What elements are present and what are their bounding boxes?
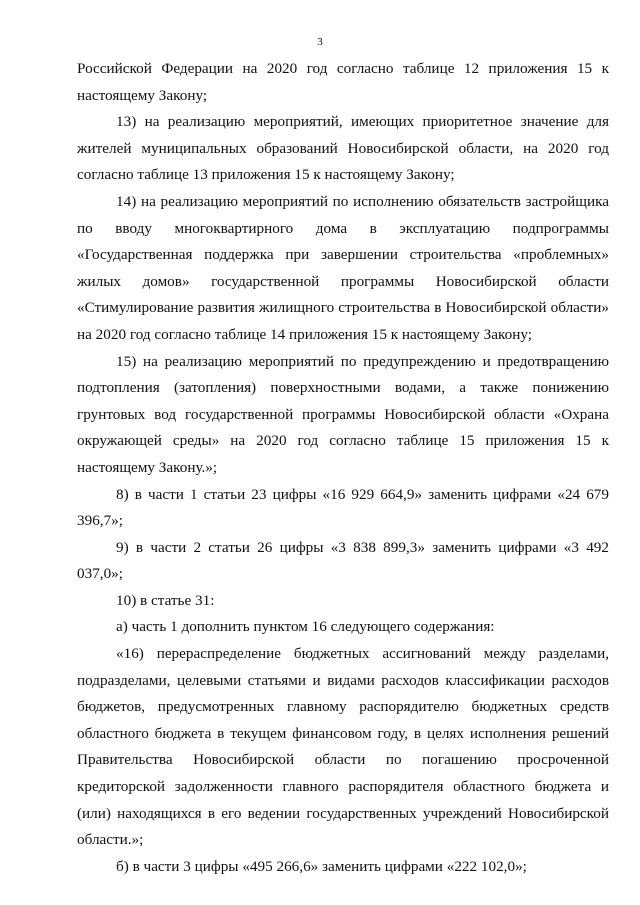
paragraph-continuation: Российской Федерации на 2020 год согласно таблице 12 приложения 15 к настоящему Закону; — [77, 60, 609, 104]
page-number: 3 — [317, 36, 323, 48]
paragraph-item-16-quote: «16) перераспределение бюджетных ассигнований между разделами, подразделами, целевыми статьями и видами расходов классификации расходов бюджетов, предусмотренных главному распорядителю бюджетных средств областного бюджета в текущем финансовом году, в целях исполнения решений Правительства Новосибирской области по погашению просроченной кредиторской задолженности главного распорядителя областного бюджета и (или) находящихся в его ведении государственных учреждений Новосибирской области.»; — [77, 645, 609, 849]
paragraph-item-b: б) в части 3 цифры «495 266,6» заменить цифрами «222 102,0»; — [116, 857, 527, 875]
paragraph-item-13: 13) на реализацию мероприятий, имеющих приоритетное значение для жителей муниципальных образований Новосибирской области, на 2020 год согласно таблице 13 приложения 15 к настоящему Закону; — [77, 113, 609, 184]
paragraph-item-10: 10) в статье 31: — [116, 591, 215, 609]
document-body — [77, 56, 609, 880]
paragraph-item-14: 14) на реализацию мероприятий по исполнению обязательств застройщика по вводу многоквартирного дома в эксплуатацию подпрограммы «Государственная поддержка при завершении строительства «проблемных» жилых домов» государственной программы Новосибирской области «Стимулирование развития жилищного строительства в Новосибирской области» на 2020 год согласно таблице 14 приложения 15 к настоящему Закону; — [77, 192, 609, 343]
paragraph-item-8: 8) в части 1 статьи 23 цифры «16 929 664,9» заменить цифрами «24 679 396,7»; — [77, 485, 609, 530]
paragraph-item-15: 15) на реализацию мероприятий по предупреждению и предотвращению подтопления (затопления) поверхностными водами, а также понижению грунтовых вод государственной программы Новосибирской области «Охрана окружающей среды» на 2020 год согласно таблице 15 приложения 15 к настоящему Закону.»; — [77, 352, 609, 476]
paragraph-item-9: 9) в части 2 статьи 26 цифры «3 838 899,3» заменить цифрами «3 492 037,0»; — [77, 538, 609, 583]
paragraph-item-a: а) часть 1 дополнить пунктом 16 следующего содержания: — [116, 618, 495, 636]
